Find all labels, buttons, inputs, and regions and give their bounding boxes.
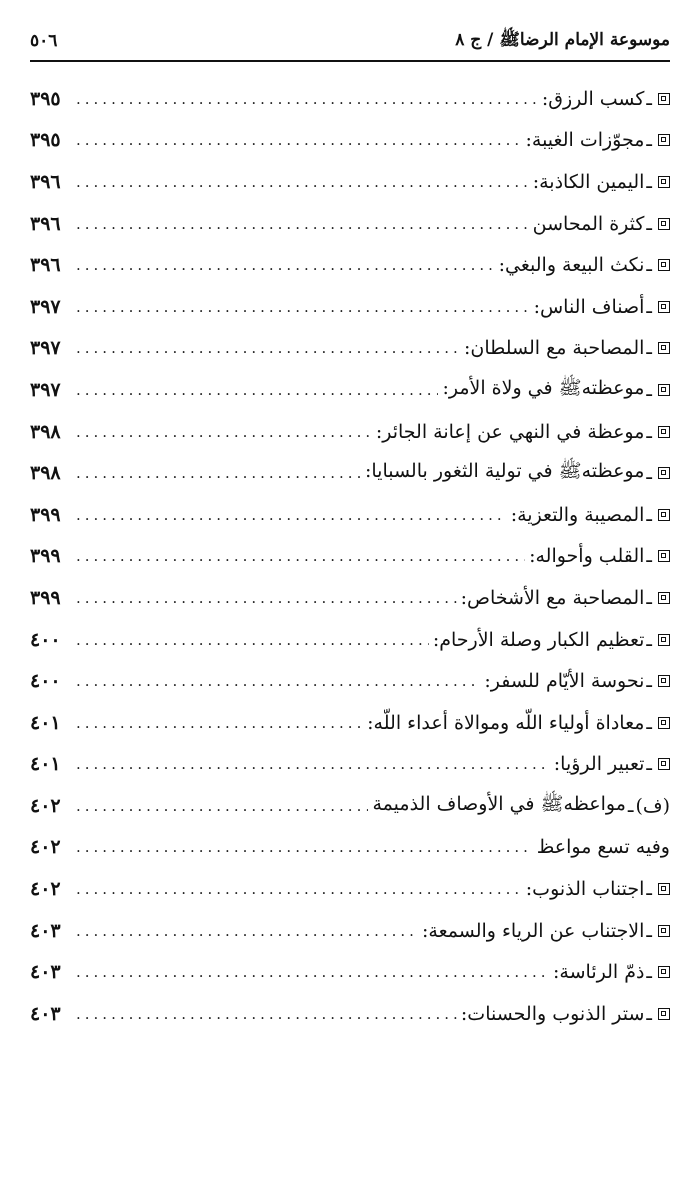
toc-entry-heading [484, 670, 670, 692]
book-title: موسوعة الإمام الرضاﷺ / ج ٨ [455, 29, 670, 50]
toc-page-number: ٣٩٥ [30, 87, 61, 110]
toc-entry-heading [422, 920, 670, 942]
dot-leader [76, 797, 368, 815]
entry-dash: ـ [646, 212, 652, 235]
dot-leader [76, 131, 521, 149]
square-bullet-icon [658, 342, 670, 354]
toc-entry [30, 78, 670, 120]
toc-entry-title: المصاحبة مع الأشخاص: [460, 586, 645, 609]
square-bullet-icon [658, 301, 670, 313]
toc-entry-heading [376, 421, 670, 443]
toc-entry-title: كثرة المحاسن [532, 212, 645, 235]
toc-entry [30, 868, 670, 910]
toc-entry-heading [525, 129, 670, 151]
toc-page-number: ٤٠٣ [30, 1002, 61, 1025]
toc-entry-heading [533, 171, 670, 193]
toc-entry [30, 910, 670, 952]
toc-entry-title: المصيبة والتعزية: [510, 503, 645, 526]
dot-leader [76, 963, 549, 981]
toc-entry [30, 452, 670, 494]
toc-entry-heading [542, 88, 670, 110]
toc-page-number: ٣٩٥ [30, 129, 61, 152]
dot-leader [76, 215, 529, 233]
toc-page-number: ٣٩٧ [30, 378, 61, 401]
page-number: ٥٠٦ [30, 31, 58, 51]
entry-dash: ـ [646, 420, 652, 443]
dot-leader [76, 589, 457, 607]
toc-entry-title: موعظة في النهي عن إعانة الجائر: [375, 420, 645, 443]
toc-page-number: ٤٠٢ [30, 794, 61, 817]
dot-leader [76, 173, 529, 191]
entry-dash: ـ [646, 961, 652, 984]
entry-dash: ـ [646, 711, 652, 734]
toc-page-number: ٤٠٣ [30, 919, 61, 942]
entry-dash: ـ [646, 254, 652, 277]
toc-page-number: ٣٩٦ [30, 254, 61, 277]
toc-entry-title: أصناف الناس: [533, 295, 645, 318]
entry-dash: ـ [627, 794, 634, 817]
toc-entry-title: وفيه تسع مواعظ [536, 836, 670, 859]
toc-entry [30, 785, 670, 827]
square-bullet-icon [658, 259, 670, 271]
toc-entry-title: مجوّزات الغيبة: [525, 129, 645, 152]
toc-entry-heading [372, 792, 670, 820]
toc-entry-heading [553, 961, 670, 983]
toc-entry [30, 827, 670, 869]
toc-entry-title: معاداة أولياء اللّه وموالاة أعداء اللّه: [367, 711, 645, 734]
entry-dash: ـ [646, 87, 652, 110]
toc-entry-title: تعظيم الكبار وصلة الأرحام: [432, 628, 645, 651]
section-letter: (ف) [635, 794, 670, 817]
toc-entry-heading [499, 254, 670, 276]
square-bullet-icon [658, 883, 670, 895]
toc-entry-title: كسب الرزق: [541, 87, 645, 110]
toc-entry-heading [461, 1003, 670, 1025]
toc-entry [30, 328, 670, 370]
toc-entry [30, 951, 670, 993]
entry-dash: ـ [646, 170, 652, 193]
toc-page-number: ٣٩٧ [30, 337, 61, 360]
toc-entry-title: المصاحبة مع السلطان: [464, 337, 645, 360]
square-bullet-icon [658, 509, 670, 521]
dot-leader [76, 464, 361, 482]
toc-page-number: ٤٠٢ [30, 878, 61, 901]
toc-entry-title: نكث البيعة والبغي: [498, 254, 645, 277]
entry-dash: ـ [646, 129, 652, 152]
toc-page-number: ٤٠٣ [30, 961, 61, 984]
square-bullet-icon [658, 592, 670, 604]
dot-leader [76, 880, 522, 898]
dot-leader [76, 423, 372, 441]
toc-entry-heading [433, 629, 670, 651]
toc-entry [30, 744, 670, 786]
square-bullet-icon [658, 717, 670, 729]
toc-entry-heading [537, 836, 670, 858]
toc-entry [30, 203, 670, 245]
toc-entry [30, 993, 670, 1035]
entry-dash: ـ [646, 753, 652, 776]
dot-leader [76, 838, 533, 856]
square-bullet-icon [658, 550, 670, 562]
toc-entry [30, 619, 670, 661]
toc-entry-heading [529, 545, 670, 567]
toc-entry-title: القلب وأحواله: [529, 545, 645, 568]
toc-entry-title: ذمّ الرئاسة: [553, 961, 645, 984]
toc-entry [30, 120, 670, 162]
square-bullet-icon [658, 426, 670, 438]
dot-leader [76, 506, 507, 524]
square-bullet-icon [658, 384, 670, 396]
square-bullet-icon [658, 758, 670, 770]
toc-entry [30, 660, 670, 702]
toc-entry [30, 244, 670, 286]
toc-page-number: ٣٩٩ [30, 545, 61, 568]
dot-leader [76, 547, 525, 565]
toc-entry-title: نحوسة الأيّام للسفر: [484, 670, 645, 693]
toc-entry-heading [534, 296, 670, 318]
toc-entry-heading [442, 376, 670, 404]
dot-leader [76, 1005, 457, 1023]
toc-entry-heading [461, 587, 670, 609]
running-header [30, 22, 670, 62]
toc-page-number: ٣٩٩ [30, 503, 61, 526]
toc-page-number: ٤٠٢ [30, 836, 61, 859]
entry-dash: ـ [646, 545, 652, 568]
square-bullet-icon [658, 93, 670, 105]
toc-entry [30, 161, 670, 203]
entry-dash: ـ [646, 295, 652, 318]
toc-entry-title: موعظتهﷺ في ولاة الأمر: [442, 376, 645, 399]
dot-leader [76, 90, 538, 108]
entry-dash: ـ [646, 919, 652, 942]
toc-entry-title: مواعظهﷺ في الأوصاف الذميمة [372, 792, 626, 815]
dot-leader [76, 631, 429, 649]
square-bullet-icon [658, 1008, 670, 1020]
toc-entry-heading [554, 753, 670, 775]
square-bullet-icon [658, 634, 670, 646]
toc-page-number: ٤٠١ [30, 711, 61, 734]
toc-entry-title: اليمين الكاذبة: [532, 170, 645, 193]
entry-dash: ـ [646, 378, 652, 401]
toc-page-number: ٤٠١ [30, 753, 61, 776]
toc-entry [30, 536, 670, 578]
square-bullet-icon [658, 966, 670, 978]
toc-entry-heading [533, 213, 670, 235]
square-bullet-icon [658, 218, 670, 230]
toc-entry-title: اجتناب الذنوب: [525, 878, 645, 901]
toc-entry [30, 411, 670, 453]
dot-leader [76, 256, 495, 274]
toc-entry-heading [367, 712, 670, 734]
dot-leader [76, 922, 418, 940]
dot-leader [76, 714, 363, 732]
dot-leader [76, 672, 480, 690]
toc-entry-heading [365, 459, 670, 487]
toc-entry [30, 494, 670, 536]
entry-dash: ـ [646, 462, 652, 485]
entry-dash: ـ [646, 670, 652, 693]
toc-entry-title: تعبير الرؤيا: [553, 753, 645, 776]
toc-page-number: ٣٩٨ [30, 420, 61, 443]
toc-entry [30, 369, 670, 411]
toc-entry-title: موعظتهﷺ في تولية الثغور بالسبايا: [364, 460, 645, 483]
toc-entry-heading [464, 337, 670, 359]
toc-entry [30, 286, 670, 328]
entry-dash: ـ [646, 337, 652, 360]
entry-dash: ـ [646, 1002, 652, 1025]
toc-entry-title: الاجتناب عن الرياء والسمعة: [422, 919, 645, 942]
toc-page-number: ٣٩٧ [30, 295, 61, 318]
toc-page-number: ٣٩٦ [30, 212, 61, 235]
dot-leader [76, 339, 460, 357]
toc-entry-heading [511, 504, 670, 526]
square-bullet-icon [658, 675, 670, 687]
square-bullet-icon [658, 134, 670, 146]
toc-entry-heading [526, 878, 670, 900]
toc-entry [30, 577, 670, 619]
dot-leader [76, 381, 438, 399]
toc-page-number: ٣٩٨ [30, 462, 61, 485]
dot-leader [76, 755, 550, 773]
entry-dash: ـ [646, 586, 652, 609]
toc-page-number: ٣٩٦ [30, 170, 61, 193]
square-bullet-icon [658, 467, 670, 479]
entry-dash: ـ [646, 628, 652, 651]
toc-entry [30, 702, 670, 744]
entry-dash: ـ [646, 878, 652, 901]
table-of-contents [30, 78, 670, 1035]
entry-dash: ـ [646, 503, 652, 526]
toc-entry-title: ستر الذنوب والحسنات: [460, 1002, 645, 1025]
toc-page-number: ٤٠٠ [30, 628, 61, 651]
square-bullet-icon [658, 176, 670, 188]
square-bullet-icon [658, 925, 670, 937]
toc-page-number: ٤٠٠ [30, 670, 61, 693]
toc-page-number: ٣٩٩ [30, 586, 61, 609]
dot-leader [76, 298, 530, 316]
